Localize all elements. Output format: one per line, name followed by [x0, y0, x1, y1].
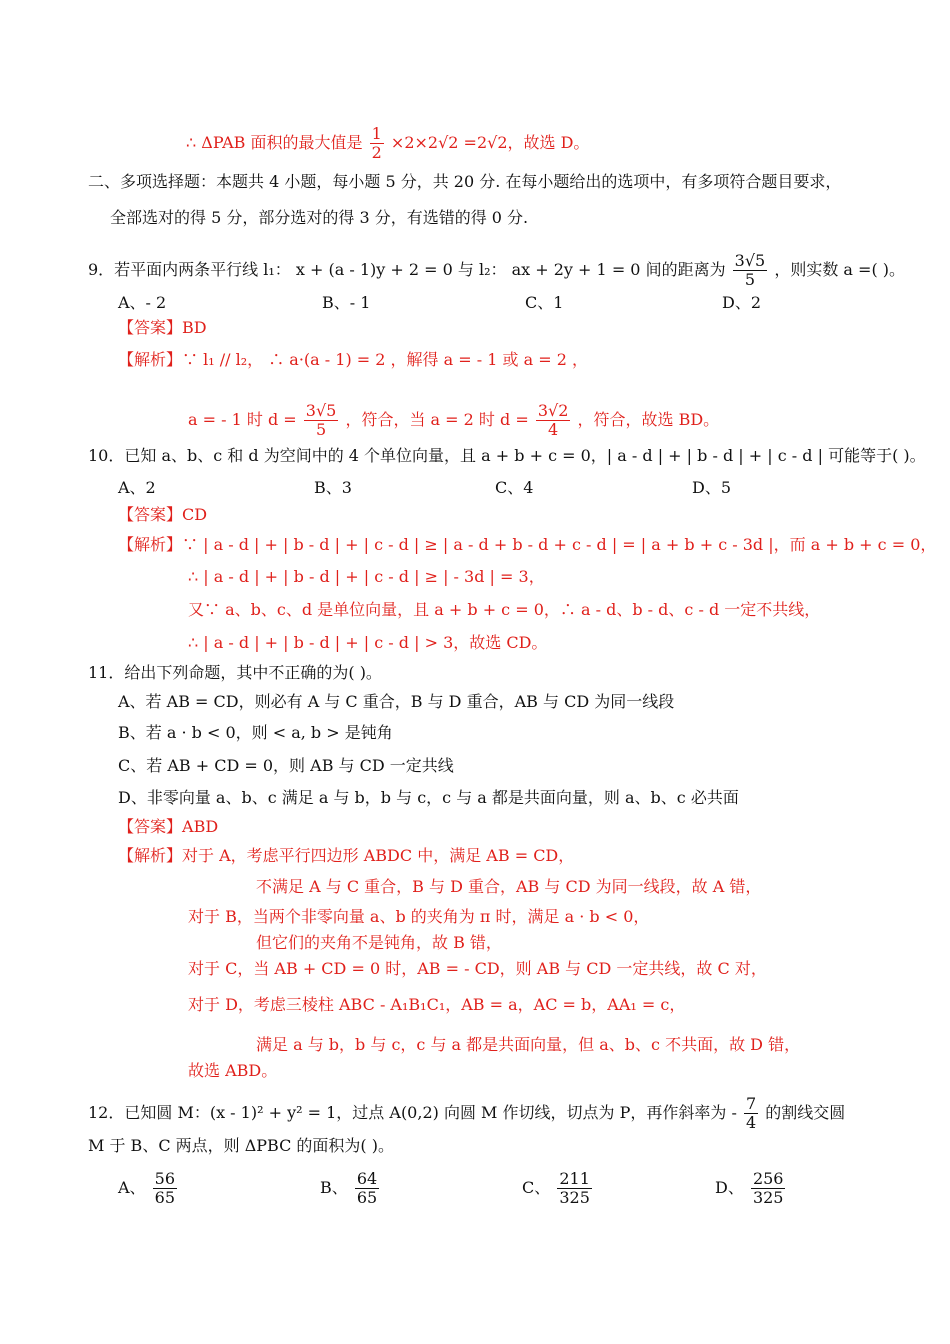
conclusion-line [186, 125, 589, 162]
answer-value: ABD [182, 817, 219, 836]
analysis-line [118, 535, 936, 555]
option-c [522, 1170, 594, 1207]
analysis-text: ∵ | a - d | + | b - d | + | c - d | ≥ | a - d + b - d + c - d | = | a + b + c - 3d |，而 a + b + c = 0， [182, 535, 937, 554]
analysis-line [118, 846, 574, 866]
option-d: D、2 [722, 293, 762, 312]
fraction [536, 402, 571, 439]
fraction-numerator: 3√2 [537, 401, 569, 420]
fraction-numerator: 64 [356, 1169, 378, 1188]
option-label: C、 [522, 1178, 551, 1197]
option-a: A、2 [118, 478, 156, 497]
option-b [320, 1170, 381, 1207]
question-text: ，则实数 a =( )。 [774, 260, 906, 279]
option-label: B、 [320, 1178, 348, 1197]
fraction [744, 1095, 758, 1132]
analysis-line: 对于 C，当 AB + CD = 0 时，AB = - CD，则 AB 与 CD 一定共线，故 C 对， [188, 959, 767, 978]
analysis-text: 对于 A，考虑平行四边形 ABDC 中，满足 AB = CD， [182, 846, 575, 865]
analysis-label: 【解析】 [118, 535, 183, 554]
analysis-line: 故选 ABD。 [188, 1061, 278, 1080]
analysis-line [188, 402, 719, 439]
analysis-text: ，符合，当 a = 2 时 d = [345, 410, 529, 429]
fraction [733, 252, 768, 289]
analysis-label: 【解析】 [118, 350, 183, 369]
option-b: B、- 1 [322, 293, 371, 312]
option-d: D、5 [692, 478, 732, 497]
fraction-denominator: 65 [154, 1188, 176, 1207]
question-12-stem-cont: M 于 B、C 两点，则 ΔPBC 的面积为( )。 [88, 1136, 395, 1155]
analysis-line: 对于 D，考虑三棱柱 ABC - A₁B₁C₁，AB = a，AC = b，AA₁ = c， [188, 995, 686, 1014]
conclusion-expression: ×2×2√2 =2√2，故选 D。 [390, 133, 590, 152]
option-d: D、非零向量 a、b、c 满足 a 与 b，b 与 c，c 与 a 都是共面向量，则 a、b、c 必共面 [118, 788, 739, 807]
fraction-denominator: 325 [559, 1188, 590, 1207]
fraction-numerator: 211 [559, 1169, 590, 1188]
fraction-denominator: 325 [752, 1188, 784, 1207]
analysis-line: 满足 a 与 b，b 与 c，c 与 a 都是共面向量，但 a、b、c 不共面，故 D 错， [256, 1035, 801, 1054]
section-heading-cont: 全部选对的得 5 分，部分选对的得 3 分，有选错的得 0 分. [110, 208, 529, 227]
analysis-line: 对于 B，当两个非零向量 a、b 的夹角为 π 时，满足 a · b < 0， [188, 907, 650, 926]
fraction-numerator: 256 [752, 1169, 784, 1188]
fraction-numerator: 56 [154, 1169, 176, 1188]
question-text: 9．若平面内两条平行线 l₁： x + (a - 1)y + 2 = 0 与 l₂： ax + 2y + 1 = 0 间的距离为 [88, 260, 726, 279]
fraction [153, 1170, 177, 1207]
analysis-text: ，符合，故选 BD。 [577, 410, 720, 429]
answer-line [118, 817, 218, 837]
fraction-numerator: 3√5 [734, 251, 766, 270]
analysis-line: 又∵ a、b、c、d 是单位向量，且 a + b + c = 0，∴ a - d、b - d、c - d 一定不共线， [188, 600, 821, 619]
option-label: A、 [118, 1178, 146, 1197]
question-text: 12．已知圆 M：(x - 1)² + y² = 1，过点 A(0,2) 向圆 M 作切线，切点为 P，再作斜率为 - [88, 1103, 737, 1122]
question-text: 的割线交圆 [765, 1103, 846, 1122]
analysis-label: 【解析】 [118, 846, 183, 865]
option-label: D、 [715, 1178, 744, 1197]
question-11-stem: 11．给出下列命题，其中不正确的为( )。 [88, 663, 382, 682]
answer-label: 【答案】 [118, 318, 183, 337]
fraction-denominator: 4 [745, 1113, 757, 1132]
fraction [304, 402, 339, 439]
answer-value: CD [182, 505, 208, 524]
option-a: A、若 AB = CD，则必有 A 与 C 重合，B 与 D 重合，AB 与 CD 为同一线段 [118, 692, 675, 711]
conclusion-prefix: ∴ ΔPAB 面积的最大值是 [186, 133, 363, 152]
fraction-denominator: 65 [356, 1188, 378, 1207]
answer-line [118, 505, 207, 525]
analysis-line [118, 350, 588, 370]
analysis-line: ∴ | a - d | + | b - d | + | c - d | ≥ | - 3d | = 3， [188, 567, 545, 586]
fraction [751, 1170, 786, 1207]
answer-label: 【答案】 [118, 817, 183, 836]
analysis-line: ∴ | a - d | + | b - d | + | c - d | > 3，故选 CD。 [188, 633, 548, 652]
analysis-line: 不满足 A 与 C 重合，B 与 D 重合，AB 与 CD 为同一线段，故 A 错， [256, 877, 762, 896]
option-c: C、若 AB + CD = 0，则 AB 与 CD 一定共线 [118, 756, 454, 775]
section-heading: 二、多项选择题：本题共 4 小题，每小题 5 分，共 20 分. 在每小题给出的选项中，有多项符合题目要求， [88, 172, 842, 191]
fraction-numerator: 1 [371, 124, 382, 143]
answer-value: BD [182, 318, 207, 337]
question-12-stem [88, 1095, 845, 1132]
answer-label: 【答案】 [118, 505, 183, 524]
analysis-text: ∵ l₁ // l₂， ∴ a·(a - 1) = 2 ，解得 a = - 1 或 a = 2 ， [182, 350, 588, 369]
fraction-denominator: 5 [744, 270, 756, 289]
option-a [118, 1170, 179, 1207]
option-c: C、4 [495, 478, 534, 497]
fraction [370, 125, 384, 162]
question-10-stem: 10．已知 a、b、c 和 d 为空间中的 4 个单位向量，且 a + b + c = 0，| a - d | + | b - d | + | c - d | 可能等于( )。 [88, 446, 926, 465]
fraction-denominator: 2 [371, 143, 382, 162]
fraction-denominator: 5 [315, 420, 327, 439]
fraction-numerator: 3√5 [305, 401, 337, 420]
analysis-text: a = - 1 时 d = [188, 410, 297, 429]
fraction-numerator: 7 [745, 1094, 757, 1113]
option-c: C、1 [525, 293, 564, 312]
fraction [355, 1170, 379, 1207]
fraction-denominator: 4 [548, 420, 559, 439]
option-a: A、- 2 [118, 293, 167, 312]
question-9-stem [88, 252, 905, 289]
option-b: B、3 [314, 478, 352, 497]
analysis-line: 但它们的夹角不是钝角，故 B 错， [256, 933, 502, 952]
option-d [715, 1170, 787, 1207]
option-b: B、若 a · b < 0，则 < a, b > 是钝角 [118, 723, 393, 742]
fraction [557, 1170, 592, 1207]
answer-line [118, 318, 207, 338]
